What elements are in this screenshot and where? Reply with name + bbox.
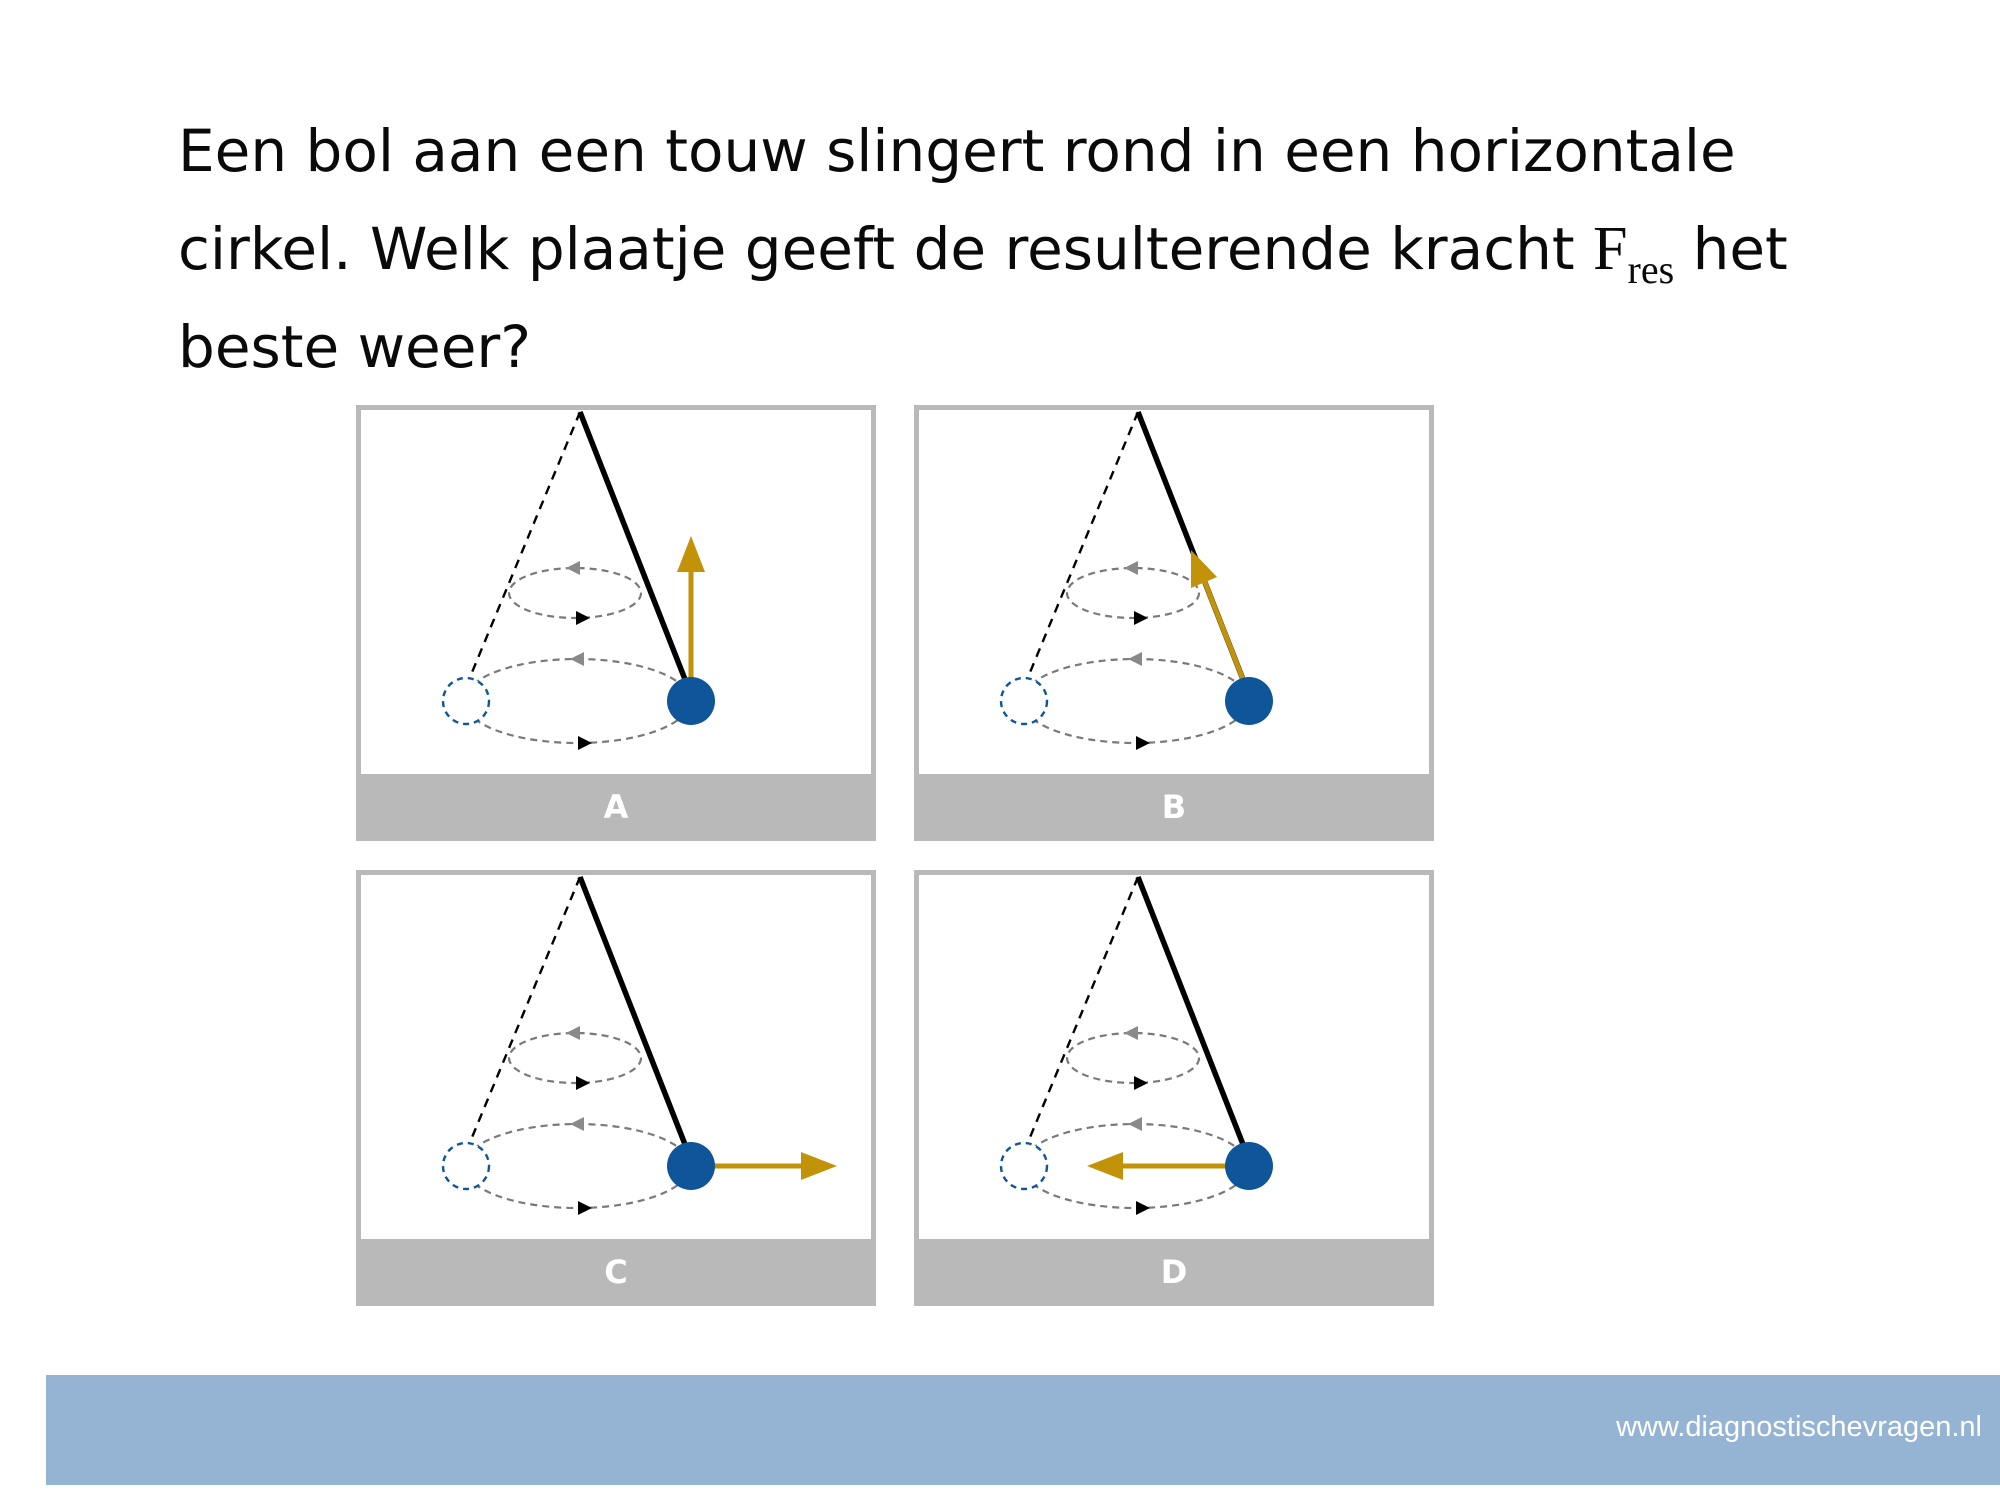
question-line-1: Een bol aan een touw slingert rond in een horizontale [178, 117, 1736, 185]
option-d-diagram [919, 875, 1429, 1239]
ball [667, 677, 715, 725]
option-label-a: A [361, 774, 871, 836]
resultant-force-symbol [1593, 215, 1675, 292]
option-c-panel[interactable] [356, 870, 876, 1306]
force-arrowhead [1087, 1152, 1123, 1180]
force-symbol-letter: F [1593, 215, 1628, 283]
force-arrow-along-rope [1204, 580, 1246, 687]
option-label-c: C [361, 1239, 871, 1301]
option-a-panel[interactable] [356, 405, 876, 841]
option-d-panel[interactable] [914, 870, 1434, 1306]
footer-bar [46, 1375, 2000, 1485]
force-arrowhead [677, 536, 705, 572]
question-text [178, 102, 1898, 396]
option-c-diagram [361, 875, 871, 1239]
option-b-diagram [919, 410, 1429, 774]
ball [667, 1142, 715, 1190]
ball [1225, 677, 1273, 725]
option-label-b: B [919, 774, 1429, 836]
option-label-d: D [919, 1239, 1429, 1301]
force-arrowhead [1191, 550, 1217, 588]
force-arrowhead [801, 1152, 837, 1180]
footer-url[interactable]: www.diagnostischevragen.nl [1616, 1411, 1982, 1443]
question-line-3: beste weer? [178, 313, 532, 381]
option-b-panel[interactable] [914, 405, 1434, 841]
option-a-diagram [361, 410, 871, 774]
ball [1225, 1142, 1273, 1190]
question-line-2-end: het [1692, 215, 1788, 283]
force-symbol-subscript: res [1627, 247, 1675, 292]
question-line-2-start: cirkel. Welk plaatje geeft de resulterende kracht [178, 215, 1575, 283]
